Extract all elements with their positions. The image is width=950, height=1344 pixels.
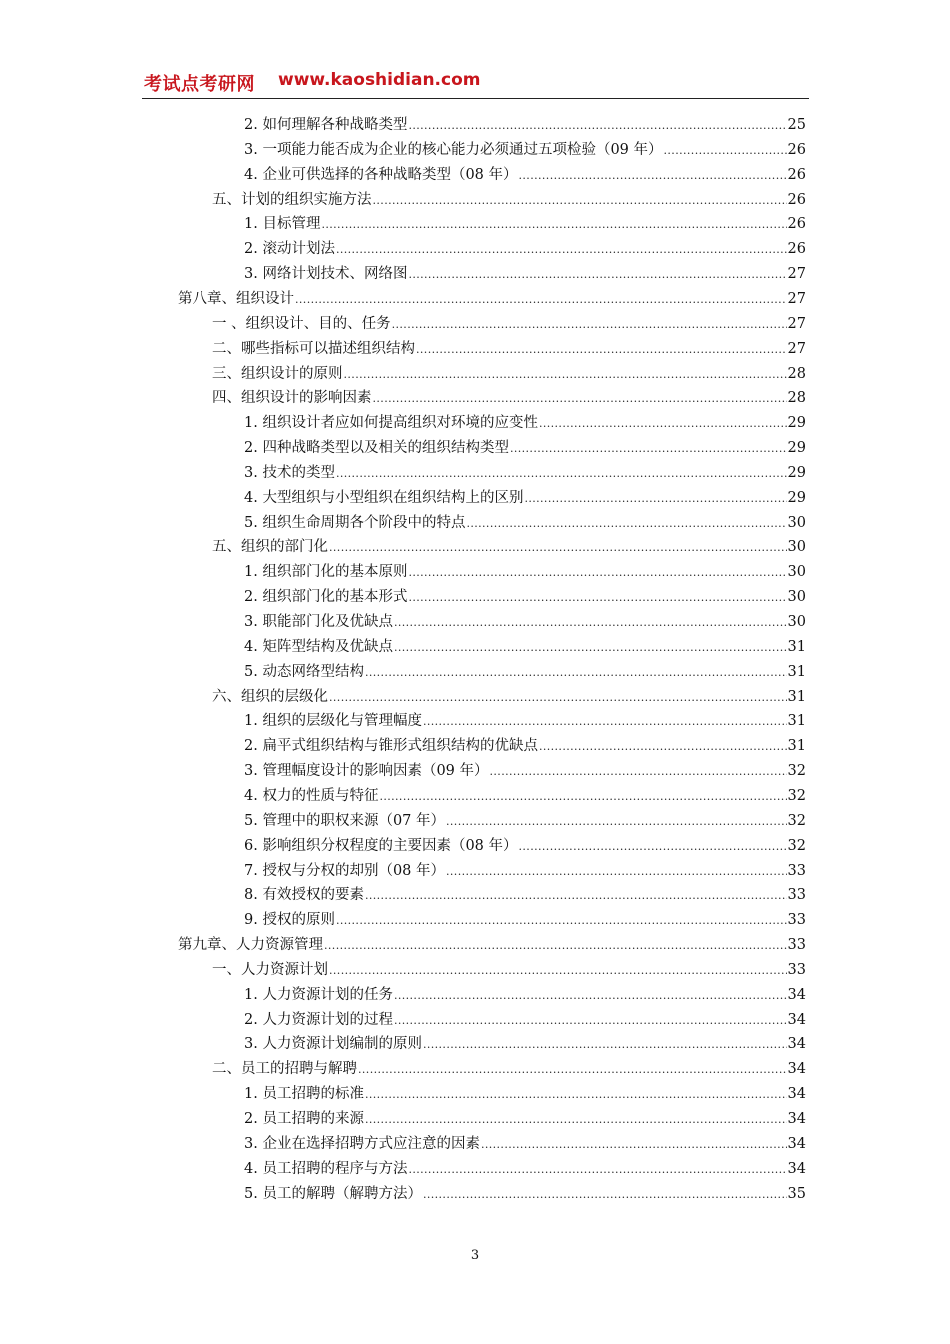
toc-entry-page: 32 bbox=[787, 763, 806, 780]
toc-entry-title: 5. 管理中的职权来源（07 年） bbox=[244, 812, 446, 829]
toc-leader-dots bbox=[358, 1059, 787, 1081]
toc-leader-dots bbox=[336, 910, 787, 932]
toc-entry[interactable] bbox=[244, 1133, 806, 1155]
toc-leader-dots bbox=[490, 761, 787, 783]
toc-entry[interactable] bbox=[244, 984, 806, 1006]
toc-entry-page: 34 bbox=[787, 1011, 806, 1028]
toc-entry-title: 3. 企业在选择招聘方式应注意的因素 bbox=[244, 1135, 480, 1152]
toc-entry-page: 26 bbox=[787, 216, 806, 233]
toc-entry[interactable] bbox=[244, 1083, 806, 1105]
toc-leader-dots bbox=[446, 861, 787, 883]
toc-entry[interactable] bbox=[244, 561, 806, 583]
toc-entry[interactable] bbox=[244, 238, 806, 260]
toc-entry[interactable] bbox=[244, 909, 806, 931]
toc-entry-title: 5. 动态网络型结构 bbox=[244, 663, 364, 680]
toc-entry-title: 3. 管理幅度设计的影响因素（09 年） bbox=[244, 763, 489, 780]
toc-entry-page: 33 bbox=[787, 961, 806, 978]
toc-leader-dots bbox=[365, 662, 787, 684]
toc-leader-dots bbox=[344, 364, 787, 386]
toc-entry[interactable] bbox=[244, 462, 806, 484]
toc-leader-dots bbox=[408, 115, 786, 137]
toc-entry[interactable] bbox=[244, 412, 806, 434]
toc-entry-title: 3. 网络计划技术、网络图 bbox=[244, 266, 408, 283]
toc-entry[interactable] bbox=[212, 313, 806, 335]
toc-entry[interactable] bbox=[244, 213, 806, 235]
toc-entry[interactable] bbox=[212, 536, 806, 558]
toc-leader-dots bbox=[365, 1084, 787, 1106]
toc-entry[interactable] bbox=[212, 387, 806, 409]
toc-entry-page: 34 bbox=[787, 1086, 806, 1103]
toc-leader-dots bbox=[423, 711, 787, 733]
toc-entry[interactable] bbox=[178, 934, 806, 956]
toc-entry-page: 29 bbox=[787, 464, 806, 481]
toc-leader-dots bbox=[519, 165, 787, 187]
toc-entry-page: 26 bbox=[787, 141, 806, 158]
toc-entry[interactable] bbox=[244, 661, 806, 683]
toc-leader-dots bbox=[446, 811, 787, 833]
toc-entry-title: 2. 扁平式组织结构与锥形式组织结构的优缺点 bbox=[244, 738, 538, 755]
toc-entry[interactable] bbox=[244, 860, 806, 882]
toc-leader-dots bbox=[394, 637, 787, 659]
toc-leader-dots bbox=[373, 190, 787, 212]
toc-entry-title: 4. 员工招聘的程序与方法 bbox=[244, 1160, 408, 1177]
toc-leader-dots bbox=[295, 289, 787, 311]
toc-entry[interactable] bbox=[178, 288, 806, 310]
toc-entry-page: 34 bbox=[787, 1135, 806, 1152]
toc-entry-page: 27 bbox=[787, 266, 806, 283]
toc-entry[interactable] bbox=[244, 586, 806, 608]
toc-leader-dots bbox=[394, 612, 787, 634]
toc-entry[interactable] bbox=[244, 114, 806, 136]
toc-leader-dots bbox=[373, 388, 787, 410]
toc-entry[interactable] bbox=[244, 512, 806, 534]
toc-leader-dots bbox=[408, 1159, 786, 1181]
toc-leader-dots bbox=[408, 587, 786, 609]
toc-entry-title: 2. 组织部门化的基本形式 bbox=[244, 589, 408, 606]
toc-entry-title: 3. 职能部门化及优缺点 bbox=[244, 614, 393, 630]
toc-entry-title: 9. 授权的原则 bbox=[244, 912, 335, 929]
toc-entry[interactable] bbox=[244, 437, 806, 459]
toc-entry-page: 29 bbox=[787, 415, 806, 432]
toc-leader-dots bbox=[329, 960, 787, 982]
toc-entry[interactable] bbox=[244, 884, 806, 906]
toc-entry[interactable] bbox=[212, 338, 806, 360]
toc-entry-title: 1. 组织设计者应如何提高组织对环境的应变性 bbox=[244, 415, 538, 432]
toc-entry-page: 27 bbox=[787, 340, 806, 357]
toc-entry-title: 3. 一项能力能否成为企业的核心能力必须通过五项检验（09 年） bbox=[244, 141, 663, 158]
brand-logo-text: 考试点考研网 bbox=[144, 74, 255, 95]
toc-leader-dots bbox=[336, 239, 787, 261]
toc-entry[interactable] bbox=[244, 710, 806, 732]
toc-leader-dots bbox=[365, 885, 787, 907]
toc-leader-dots bbox=[510, 438, 787, 460]
page-number: 3 bbox=[470, 1248, 480, 1263]
toc-entry-page: 28 bbox=[787, 390, 806, 407]
toc-entry-title: 6. 影响组织分权程度的主要因素（08 年） bbox=[244, 837, 518, 854]
toc-entry-title: 3. 人力资源计划编制的原则 bbox=[244, 1036, 422, 1053]
toc-leader-dots bbox=[519, 836, 787, 858]
toc-entry-page: 30 bbox=[787, 564, 806, 581]
toc-entry-title: 1. 人力资源计划的任务 bbox=[244, 986, 393, 1003]
toc-entry[interactable] bbox=[244, 611, 806, 633]
toc-entry-page: 25 bbox=[787, 117, 806, 133]
toc-leader-dots bbox=[423, 1184, 787, 1206]
toc-leader-dots bbox=[336, 463, 787, 485]
toc-leader-dots bbox=[416, 339, 787, 361]
toc-entry-page: 28 bbox=[787, 365, 806, 382]
toc-leader-dots bbox=[321, 214, 786, 236]
toc-entry-page: 34 bbox=[787, 986, 806, 1003]
toc-entry-page: 31 bbox=[787, 663, 806, 680]
toc-entry[interactable] bbox=[244, 760, 806, 782]
toc-entry[interactable] bbox=[244, 636, 806, 658]
toc-entry-page: 32 bbox=[787, 837, 806, 854]
toc-entry-page: 27 bbox=[787, 315, 806, 332]
toc-entry-page: 27 bbox=[787, 290, 806, 307]
toc-entry-title: 1. 员工招聘的标准 bbox=[244, 1086, 364, 1103]
toc-entry-title: 2. 四种战略类型以及相关的组织结构类型 bbox=[244, 440, 509, 457]
toc-entry-page: 33 bbox=[787, 862, 806, 879]
toc-entry-title: 2. 员工招聘的来源 bbox=[244, 1111, 364, 1127]
toc-entry-page: 32 bbox=[787, 787, 806, 804]
toc-entry[interactable] bbox=[212, 959, 806, 981]
toc-leader-dots bbox=[379, 786, 786, 808]
toc-leader-dots bbox=[329, 537, 787, 559]
toc-entry-title: 三、组织设计的原则 bbox=[212, 365, 343, 382]
toc-entry-page: 29 bbox=[787, 489, 806, 506]
toc-entry[interactable] bbox=[244, 835, 806, 857]
toc-entry-title: 5. 员工的解聘（解聘方法） bbox=[244, 1185, 422, 1202]
toc-entry-title: 二、员工的招聘与解聘 bbox=[212, 1061, 357, 1078]
toc-leader-dots bbox=[394, 985, 787, 1007]
toc-entry-title: 四、组织设计的影响因素 bbox=[212, 390, 372, 407]
toc-entry-title: 1. 目标管理 bbox=[244, 216, 321, 233]
toc-entry-page: 30 bbox=[787, 589, 806, 606]
toc-entry-page: 30 bbox=[787, 514, 806, 531]
toc-entry-title: 3. 技术的类型 bbox=[244, 464, 335, 481]
toc-entry-page: 31 bbox=[787, 713, 806, 730]
toc-entry-title: 一 、组织设计、目的、任务 bbox=[212, 315, 391, 332]
toc-leader-dots bbox=[664, 140, 787, 162]
toc-entry-page: 34 bbox=[787, 1061, 806, 1078]
toc-entry-title: 4. 权力的性质与特征 bbox=[244, 787, 379, 804]
toc-entry-page: 34 bbox=[787, 1160, 806, 1177]
toc-entry-page: 30 bbox=[787, 539, 806, 556]
toc-entry[interactable] bbox=[244, 487, 806, 509]
toc-entry[interactable] bbox=[244, 785, 806, 807]
toc-entry[interactable] bbox=[244, 263, 806, 285]
toc-entry[interactable] bbox=[244, 1009, 806, 1031]
toc-entry-title: 第九章、人力资源管理 bbox=[178, 937, 323, 954]
toc-entry-page: 35 bbox=[787, 1185, 806, 1202]
toc-entry-page: 34 bbox=[787, 1036, 806, 1053]
toc-entry-title: 4. 企业可供选择的各种战略类型（08 年） bbox=[244, 166, 518, 183]
toc-leader-dots bbox=[408, 264, 786, 286]
toc-entry-page: 26 bbox=[787, 241, 806, 258]
toc-entry-title: 4. 大型组织与小型组织在组织结构上的区别 bbox=[244, 489, 524, 506]
toc-entry-page: 26 bbox=[787, 191, 806, 208]
toc-leader-dots bbox=[365, 1109, 787, 1131]
toc-leader-dots bbox=[408, 562, 786, 584]
toc-leader-dots bbox=[466, 513, 786, 535]
toc-leader-dots bbox=[423, 1034, 787, 1056]
toc-entry-title: 五、组织的部门化 bbox=[212, 539, 328, 556]
toc-entry[interactable] bbox=[244, 139, 806, 161]
toc-entry-title: 2. 人力资源计划的过程 bbox=[244, 1011, 393, 1028]
toc-entry-title: 五、计划的组织实施方法 bbox=[212, 191, 372, 208]
toc-leader-dots bbox=[329, 687, 787, 709]
toc-entry[interactable] bbox=[244, 1183, 806, 1205]
toc-entry-title: 1. 组织部门化的基本原则 bbox=[244, 564, 408, 581]
toc-entry-page: 33 bbox=[787, 937, 806, 954]
toc-entry-page: 33 bbox=[787, 912, 806, 929]
toc-entry-page: 29 bbox=[787, 440, 806, 457]
toc-entry-title: 1. 组织的层级化与管理幅度 bbox=[244, 713, 422, 730]
toc-entry-page: 32 bbox=[787, 812, 806, 829]
toc-entry-title: 2. 如何理解各种战略类型 bbox=[244, 117, 408, 133]
toc-leader-dots bbox=[394, 1010, 787, 1032]
brand-url[interactable]: www.kaoshidian.com bbox=[278, 70, 481, 90]
toc-entry[interactable] bbox=[212, 189, 806, 211]
toc-entry[interactable] bbox=[244, 1158, 806, 1180]
toc-entry-page: 34 bbox=[787, 1111, 806, 1127]
toc-entry[interactable] bbox=[212, 1058, 806, 1080]
toc-entry-title: 第八章、组织设计 bbox=[178, 290, 294, 307]
toc-entry[interactable] bbox=[244, 1108, 806, 1130]
toc-entry-title: 5. 组织生命周期各个阶段中的特点 bbox=[244, 514, 466, 531]
toc-entry[interactable] bbox=[244, 164, 806, 186]
toc-entry-title: 7. 授权与分权的却别（08 年） bbox=[244, 862, 446, 879]
toc-entry-page: 31 bbox=[787, 638, 806, 655]
toc-leader-dots bbox=[481, 1134, 787, 1156]
toc-entry-page: 26 bbox=[787, 166, 806, 183]
toc-leader-dots bbox=[524, 488, 786, 510]
page-header bbox=[142, 68, 809, 99]
toc-entry[interactable] bbox=[244, 1033, 806, 1055]
toc-entry-title: 4. 矩阵型结构及优缺点 bbox=[244, 638, 393, 655]
toc-entry[interactable] bbox=[244, 810, 806, 832]
toc-leader-dots bbox=[539, 736, 787, 758]
toc-entry[interactable] bbox=[212, 686, 806, 708]
toc-entry-page: 33 bbox=[787, 887, 806, 904]
toc-leader-dots bbox=[539, 413, 787, 435]
toc-entry[interactable] bbox=[244, 735, 806, 757]
toc-leader-dots bbox=[324, 935, 787, 957]
toc-entry-page: 31 bbox=[787, 688, 806, 705]
toc-entry-title: 一、人力资源计划 bbox=[212, 961, 328, 978]
toc-entry-title: 二、哪些指标可以描述组织结构 bbox=[212, 340, 415, 357]
toc-entry-title: 六、组织的层级化 bbox=[212, 688, 328, 705]
toc-entry-title: 8. 有效授权的要素 bbox=[244, 887, 364, 904]
toc-entry[interactable] bbox=[212, 363, 806, 385]
toc-entry-title: 2. 滚动计划法 bbox=[244, 241, 335, 258]
toc-entry-page: 31 bbox=[787, 738, 806, 755]
toc-leader-dots bbox=[392, 314, 787, 336]
toc-entry-page: 30 bbox=[787, 614, 806, 630]
